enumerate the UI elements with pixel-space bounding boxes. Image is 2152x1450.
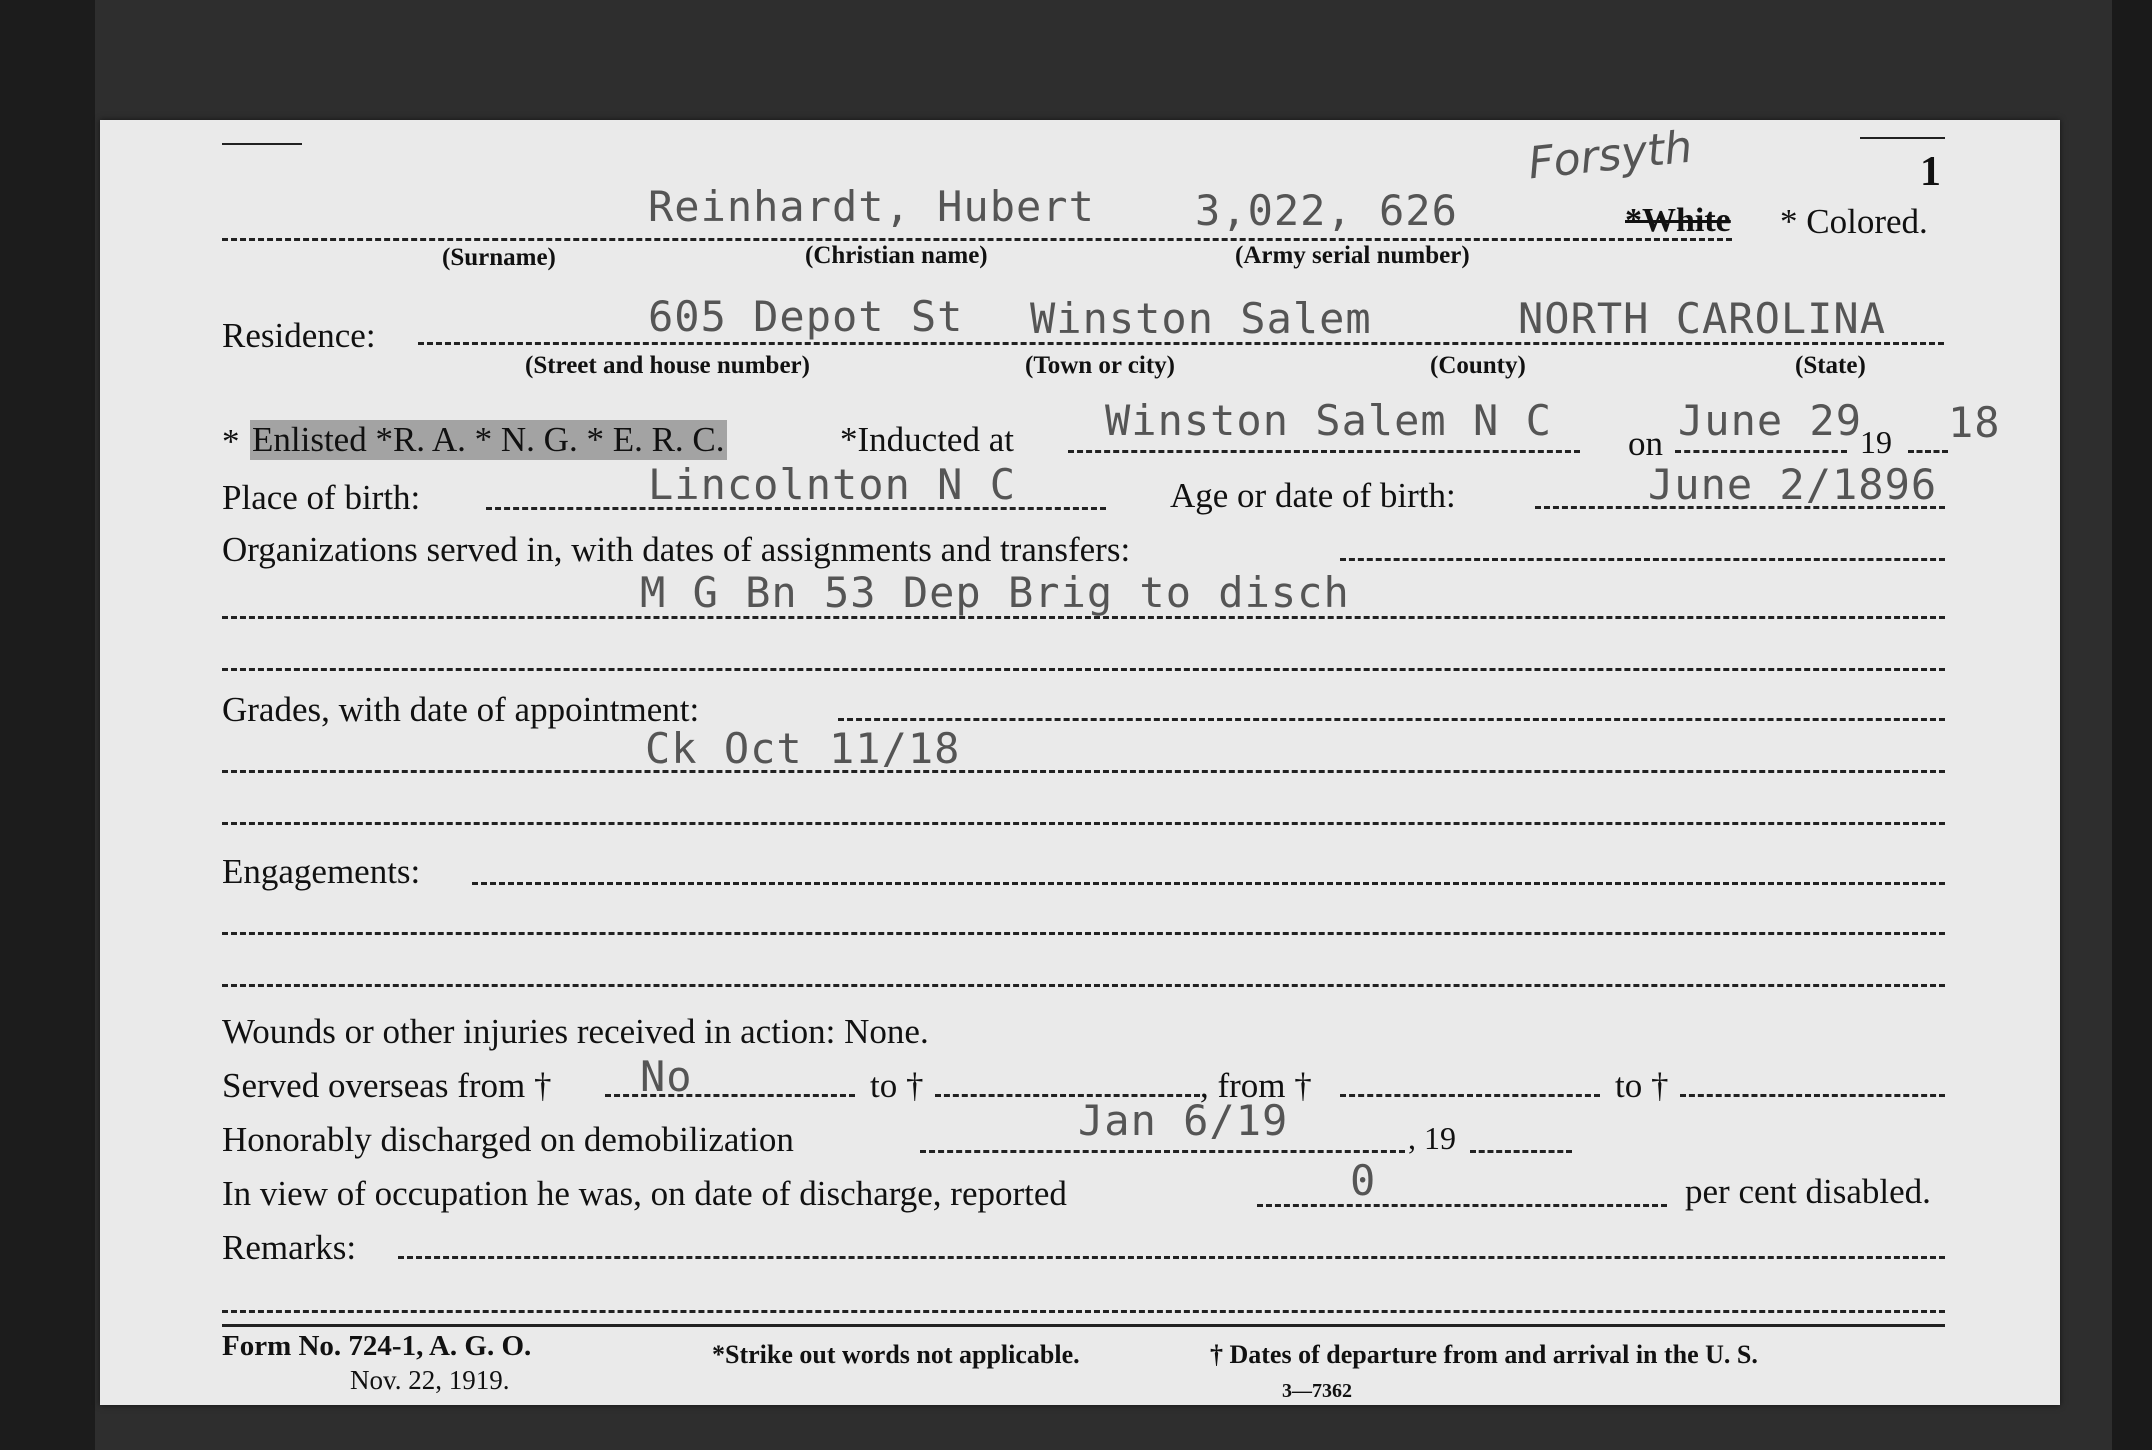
- top-left-rule: [222, 143, 302, 145]
- printer-code: 3—7362: [1282, 1380, 1352, 1402]
- wounds-label: Wounds or other injuries received in action: None.: [222, 1012, 929, 1051]
- white-option: *White: [1625, 202, 1731, 239]
- organizations-value: M G Bn 53 Dep Brig to disch: [640, 568, 1350, 617]
- discharge-year-line: [1470, 1150, 1572, 1153]
- service-record-card: [100, 120, 2060, 1405]
- dates-note: † Dates of departure from and arrival in the U. S.: [1210, 1340, 1758, 1369]
- place-of-birth-value: Lincolnton N C: [648, 460, 1017, 509]
- overseas-to-2-line: [1680, 1094, 1945, 1097]
- christian-name-caption: (Christian name): [805, 242, 988, 269]
- on-label: on: [1628, 424, 1663, 463]
- grades-line-1: [838, 718, 1945, 721]
- enlisted-options-struck: Enlisted *R. A. * N. G. * E. R. C.: [252, 420, 725, 459]
- residence-line: [418, 342, 1944, 345]
- town-caption: (Town or city): [1025, 352, 1175, 379]
- grades-label: Grades, with date of appointment:: [222, 690, 700, 729]
- form-date: Nov. 22, 1919.: [350, 1365, 510, 1395]
- card-number: 1: [1920, 149, 1941, 195]
- grades-line-3: [222, 822, 1945, 825]
- age-label: Age or date of birth:: [1170, 476, 1456, 515]
- overseas-to-label: to †: [870, 1066, 924, 1105]
- strike-out-note: *Strike out words not applicable.: [712, 1340, 1080, 1369]
- overseas-from-line: [605, 1094, 855, 1097]
- organizations-label: Organizations served in, with dates of assignments and transfers:: [222, 530, 1131, 569]
- remarks-line-2: [222, 1310, 1945, 1313]
- year-prefix: 19: [1860, 424, 1892, 460]
- discharge-year-label: , 19: [1408, 1120, 1456, 1156]
- county-handwritten: Forsyth: [1525, 121, 1695, 190]
- county-caption: (County): [1430, 352, 1526, 379]
- state-caption: (State): [1795, 352, 1866, 379]
- state-value: NORTH CAROLINA: [1518, 294, 1887, 343]
- inducted-date-line: [1675, 450, 1847, 453]
- organizations-line-2: [222, 616, 1945, 619]
- served-overseas-label: Served overseas from †: [222, 1066, 552, 1105]
- engagements-label: Engagements:: [222, 852, 421, 891]
- surname-christian-name-value: Reinhardt, Hubert: [648, 182, 1095, 231]
- discharge-date-line: [920, 1150, 1405, 1153]
- engagements-line-1: [472, 882, 1945, 885]
- grades-line-2: [222, 770, 1945, 773]
- remarks-line-1: [398, 1256, 1945, 1259]
- engagements-line-2: [222, 932, 1945, 935]
- street-caption: (Street and house number): [525, 352, 810, 379]
- inducted-at-label: *Inducted at: [840, 420, 1014, 459]
- name-line: [222, 238, 1732, 241]
- organizations-line-1: [1340, 558, 1945, 561]
- serial-number-caption: (Army serial number): [1235, 242, 1470, 269]
- overseas-from-2-label: , from †: [1200, 1066, 1312, 1105]
- colored-option: * Colored.: [1780, 202, 1928, 241]
- overseas-from-2-line: [1340, 1094, 1600, 1097]
- place-of-birth-line: [486, 507, 1106, 510]
- honorably-discharged-label: Honorably discharged on demobilization: [222, 1120, 794, 1159]
- inducted-place-line: [1068, 450, 1580, 453]
- remarks-label: Remarks:: [222, 1228, 357, 1267]
- footer-rule: [222, 1324, 1945, 1327]
- date-of-birth-value: June 2/1896: [1648, 460, 1938, 509]
- form-number: Form No. 724-1, A. G. O.: [222, 1330, 532, 1362]
- town-value: Winston Salem: [1030, 294, 1372, 343]
- surname-caption: (Surname): [442, 244, 556, 271]
- place-of-birth-label: Place of birth:: [222, 478, 421, 517]
- army-serial-number-value: 3,022, 626: [1195, 186, 1458, 235]
- date-of-birth-line: [1535, 506, 1945, 509]
- organizations-line-3: [222, 668, 1945, 671]
- overseas-to-2-label: to †: [1615, 1066, 1669, 1105]
- street-value: 605 Depot St: [648, 292, 964, 341]
- top-right-rule: [1860, 137, 1945, 139]
- disabled-percent-value: 0: [1350, 1156, 1377, 1205]
- discharge-date-value: Jan 6/19: [1078, 1096, 1289, 1145]
- year-line: [1908, 450, 1948, 453]
- overseas-from-value: No: [640, 1052, 693, 1101]
- inducted-date-value: June 29: [1678, 396, 1863, 445]
- enlisted-asterisk: *: [222, 422, 240, 461]
- inducted-place-value: Winston Salem N C: [1105, 396, 1552, 445]
- occupation-label: In view of occupation he was, on date of discharge, reported: [222, 1174, 1067, 1213]
- inducted-year-value: 18: [1948, 398, 2001, 447]
- grades-value: Ck Oct 11/18: [645, 724, 961, 773]
- scanner-background-right: [2112, 0, 2152, 1450]
- disabled-percent-line: [1257, 1204, 1667, 1207]
- residence-label: Residence:: [222, 316, 376, 355]
- scanner-background-left: [0, 0, 95, 1450]
- per-cent-disabled-label: per cent disabled.: [1685, 1172, 1931, 1211]
- engagements-line-3: [222, 984, 1945, 987]
